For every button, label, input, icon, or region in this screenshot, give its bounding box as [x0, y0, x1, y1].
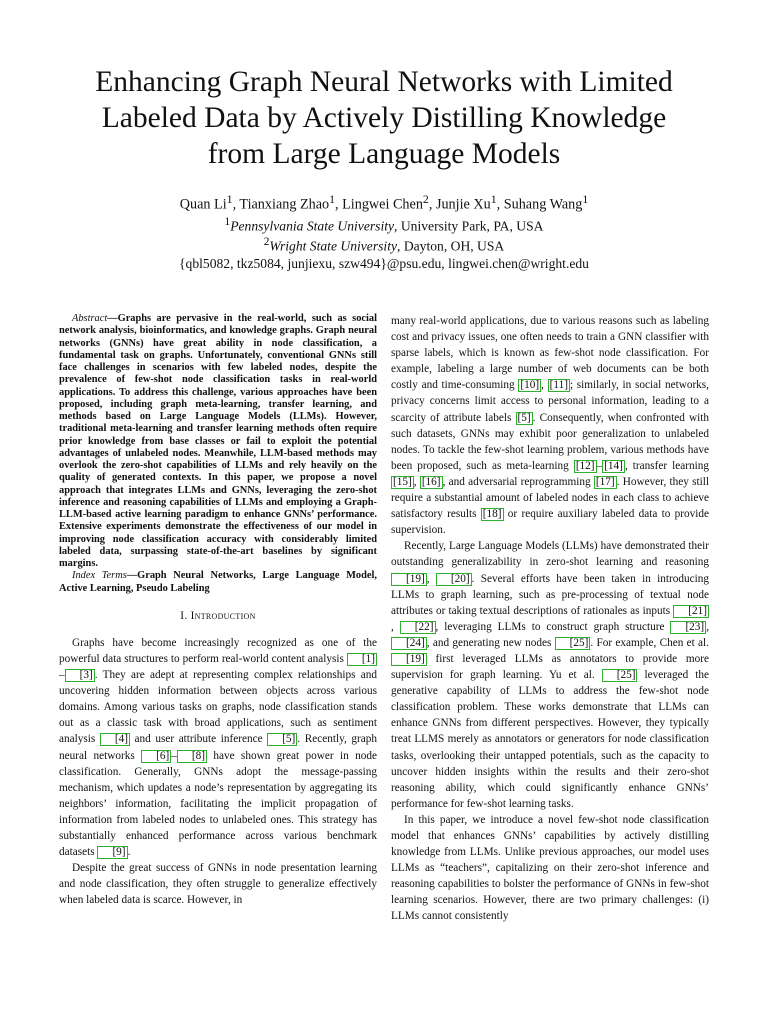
citation-link[interactable]: [25] [555, 637, 591, 650]
paragraph-text: . For example, Chen et al. [590, 636, 709, 649]
paragraph-text: , leveraging LLMs to construct graph structure [435, 620, 671, 633]
right-column [391, 313, 709, 925]
paragraph-text: – [171, 749, 177, 762]
citation-link[interactable]: [14] [604, 459, 623, 472]
citation-link[interactable]: [4] [100, 733, 130, 746]
author-emails: {qbl5082, tkz5084, junjiexu, szw494}@psu.edu, lingwei.chen@wright.edu [179, 255, 589, 271]
institution-name: Pennsylvania State University [230, 218, 395, 234]
citation-link[interactable]: [5] [517, 411, 531, 424]
citation-link[interactable]: [15] [393, 475, 412, 488]
paragraph-text: , [413, 475, 420, 488]
paragraph-text: Recently, Large Language Models (LLMs) have demonstrated their outstanding generalizability in zero-shot learning and reasoning [391, 540, 709, 569]
citation-link[interactable]: [10] [520, 379, 540, 392]
author-block [40, 191, 728, 272]
citation-link[interactable]: [18] [482, 508, 502, 521]
paragraph-text: have shown great power in node classification. Generally, GNNs adopt the message-passing mechanism, which updates a node’s representation by aggregating its neighbors’ information, facilitating the implicit propagation of information from labeled nodes to unlabeled ones. This strategy has substantially enhanced performance across various benchmark datasets [59, 749, 377, 859]
intro-paragraph-2: Despite the great success of GNNs in node presentation learning and node classification, they often struggle to generalize effectively when labeled data is scarce. However, in [59, 862, 377, 907]
institution-name: Wright State University [269, 238, 398, 254]
author-name: Tianxiang Zhao [239, 196, 330, 213]
paragraph-text: , transfer learning [624, 459, 709, 472]
intro-paragraph-4: In this paper, we introduce a novel few-shot node classification model that enhances GNNs’ capabilities by actively distilling knowledge from LLMs. Unlike previous approaches, our model uses LLMs as “teachers”, capitalizing on their zero-shot inference and reasoning capabilities to bolster the performance of GNNs in few-shot learning scenarios. However, there are two primary challenges: (i) LLMs cannot consistently [391, 813, 709, 923]
citation-link[interactable]: [24] [391, 637, 427, 650]
paragraph-text: , and adversarial reprogramming [442, 475, 594, 488]
author-name: Junjie Xu [435, 196, 491, 213]
paragraph-text: . They are adept at representing complex relationships and uncovering hidden information between objects across various domains. Among various tasks on graphs, node classification stands out as a classic task with broad applications, such as sentiment analysis [59, 669, 377, 746]
institution-location: , Dayton, OH, USA [397, 238, 505, 254]
index-terms-text: —Graph Neural Networks, Large Language Model, Active Learning, Pseudo Labeling [59, 570, 377, 594]
citation-link[interactable]: [19] [391, 573, 427, 586]
paragraph-text: . Consequently, when confronted with such datasets, GNNs may exhibit poor generalization to unlabeled nodes. To tackle the few-shot learning problem, various methods have been proposed, such as meta-learning [391, 411, 709, 472]
citation-link[interactable]: [19] [391, 653, 427, 666]
abstract-text: —Graphs are pervasive in the real-world, such as social network analysis, bioinformatics, and knowledge graphs. Graph neural networks (GNNs) have great ability in node classification, a fundamental task on graphs. Unfortunately, conventional GNNs still face challenges in scenarios with few labeled nodes, despite the prevalence of few-shot node classification tasks in real-world applications. To address this challenge, various approaches have been proposed, including graph meta-learning, transfer learning, and methods based on Large Language Models (LLMs). However, traditional meta-learning and transfer learning methods often require prior knowledge from base classes or fail to exploit the potential advantages of unlabeled nodes. Meanwhile, LLM-based methods may overlook the zero-shot capabilities of LLMs and rely heavily on the quality of generated contexts. In this paper, we propose a novel approach that integrates LLMs and GNNs, leveraging the zero-shot inference and reasoning capabilities of LLMs and employing a Graph-LLM-based active learning paradigm to enhance GNNs’ performance. Extensive experiments demonstrate the effectiveness of our model in improving node classification accuracy with considerably limited labeled data, surpassing state-of-the-art baselines by significant margins. [59, 313, 377, 569]
intro-paragraph-2-continued [391, 313, 709, 538]
paragraph-text: . Recently, graph neural networks [59, 733, 377, 762]
index-terms [59, 570, 377, 595]
title-line-3: from Large Language Models [207, 138, 561, 170]
section-title: Introduction [190, 609, 256, 622]
author-name: Lingwei Chen [342, 196, 423, 213]
paragraph-text: , [426, 572, 436, 585]
section-heading [59, 608, 377, 624]
affiliation-mark: 2 [422, 192, 429, 206]
paper-title [60, 64, 708, 172]
index-terms-label: Index Terms [72, 570, 127, 582]
author-names: Quan Li$^1$, Tianxiang Zhao$^1$, Lingwei Chen$^2$, Junjie Xu$^1$, Suhang Wang$^1$ [179, 192, 589, 213]
paragraph-text: Graphs have become increasingly recognized as one of the powerful data structures to perform real-world content analysis [59, 636, 377, 665]
citation-link[interactable]: [11] [549, 379, 568, 392]
citation-link[interactable]: [1] [347, 653, 377, 666]
citation-link[interactable]: [25] [602, 669, 638, 682]
citation-link[interactable]: [8] [177, 750, 207, 763]
left-column [59, 313, 377, 908]
citation-link[interactable]: [12] [575, 459, 595, 472]
title-line-2: Labeled Data by Actively Distilling Knowledge [101, 102, 667, 134]
institution-location: , University Park, PA, USA [394, 218, 544, 234]
paragraph-text: , [541, 379, 548, 392]
affiliation-mark: 1 [226, 192, 233, 206]
paragraph-text: many real-world applications, due to various reasons such as labeling cost and privacy issues, one often needs to train a GNN classifier with sparse labels, which is known as few-shot node classification. For example, labeling a large number of web documents can be both costly and time-consuming [391, 315, 709, 392]
affiliation-1 [40, 214, 728, 235]
paragraph-text: first leveraged LLMs as annotators to provide more supervision for graph learning. Yu et al. [391, 652, 709, 682]
affiliation-2 [40, 234, 728, 255]
abstract [59, 313, 377, 570]
paragraph-text: leveraged the generative capability of LLMs to address the few-shot node classification problem. These works demonstrate that LLMs can enhance GNNs from different perspectives. However, they typically treat LLMS merely as annotators or generators for node classification tasks, overlooking their untapped potentials, such as the capacity to uncover hidden insights within the results and their zero-shot reasoning ability, which could significantly enhance GNNs’ performance for few-shot learning tasks. [391, 669, 709, 810]
intro-paragraph-1 [59, 635, 377, 860]
citation-link[interactable]: [17] [595, 475, 615, 488]
section-number: I. [180, 609, 191, 622]
paragraph-text: . [127, 846, 131, 859]
affiliation-mark: 1 [224, 215, 231, 228]
paragraph-text: or require auxiliary labeled data to provide supervision. [391, 508, 709, 537]
title-line-1: Enhancing Graph Neural Networks with Limited [95, 66, 673, 98]
citation-link[interactable]: [23] [670, 621, 706, 634]
paragraph-text: – [59, 669, 65, 682]
citation-link[interactable]: [9] [97, 846, 127, 859]
affiliation-mark: 1 [329, 192, 336, 206]
affiliation-mark: 2 [263, 236, 270, 249]
citation-link[interactable]: [20] [436, 573, 472, 586]
citation-link[interactable]: [21] [673, 605, 709, 618]
abstract-label: Abstract [72, 313, 108, 324]
paragraph-text: , [706, 620, 709, 633]
author-name: Quan Li [179, 196, 227, 213]
citation-link[interactable]: [5] [267, 733, 297, 746]
paragraph-text: and user attribute inference [129, 733, 268, 746]
paragraph-text: ; similarly, in social networks, privacy concerns limit access to personal information, leading to a scarcity of attribute labels [391, 379, 709, 424]
paragraph-text: , [391, 620, 400, 633]
citation-link[interactable]: [22] [400, 621, 436, 634]
citation-link[interactable]: [16] [421, 475, 441, 488]
affiliation-mark: 1 [582, 192, 589, 206]
paragraph-text: . Several efforts have been taken in introducing LLMs to graph learning, such as pre-processing of textual node attributes or taking textual descriptions of rationales as inputs [391, 572, 710, 617]
citation-link[interactable]: [6] [141, 750, 171, 763]
paragraph-text: . However, they still require a substantial amount of labeled nodes in each class to achieve satisfactory results [391, 475, 710, 521]
paragraph-text: – [596, 459, 603, 472]
affiliation-mark: 1 [490, 192, 497, 206]
author-name: Suhang Wang [503, 196, 583, 213]
citation-link[interactable]: [3] [65, 669, 95, 682]
paragraph-text: , and generating new nodes [426, 636, 555, 649]
intro-paragraph-3 [391, 538, 709, 812]
